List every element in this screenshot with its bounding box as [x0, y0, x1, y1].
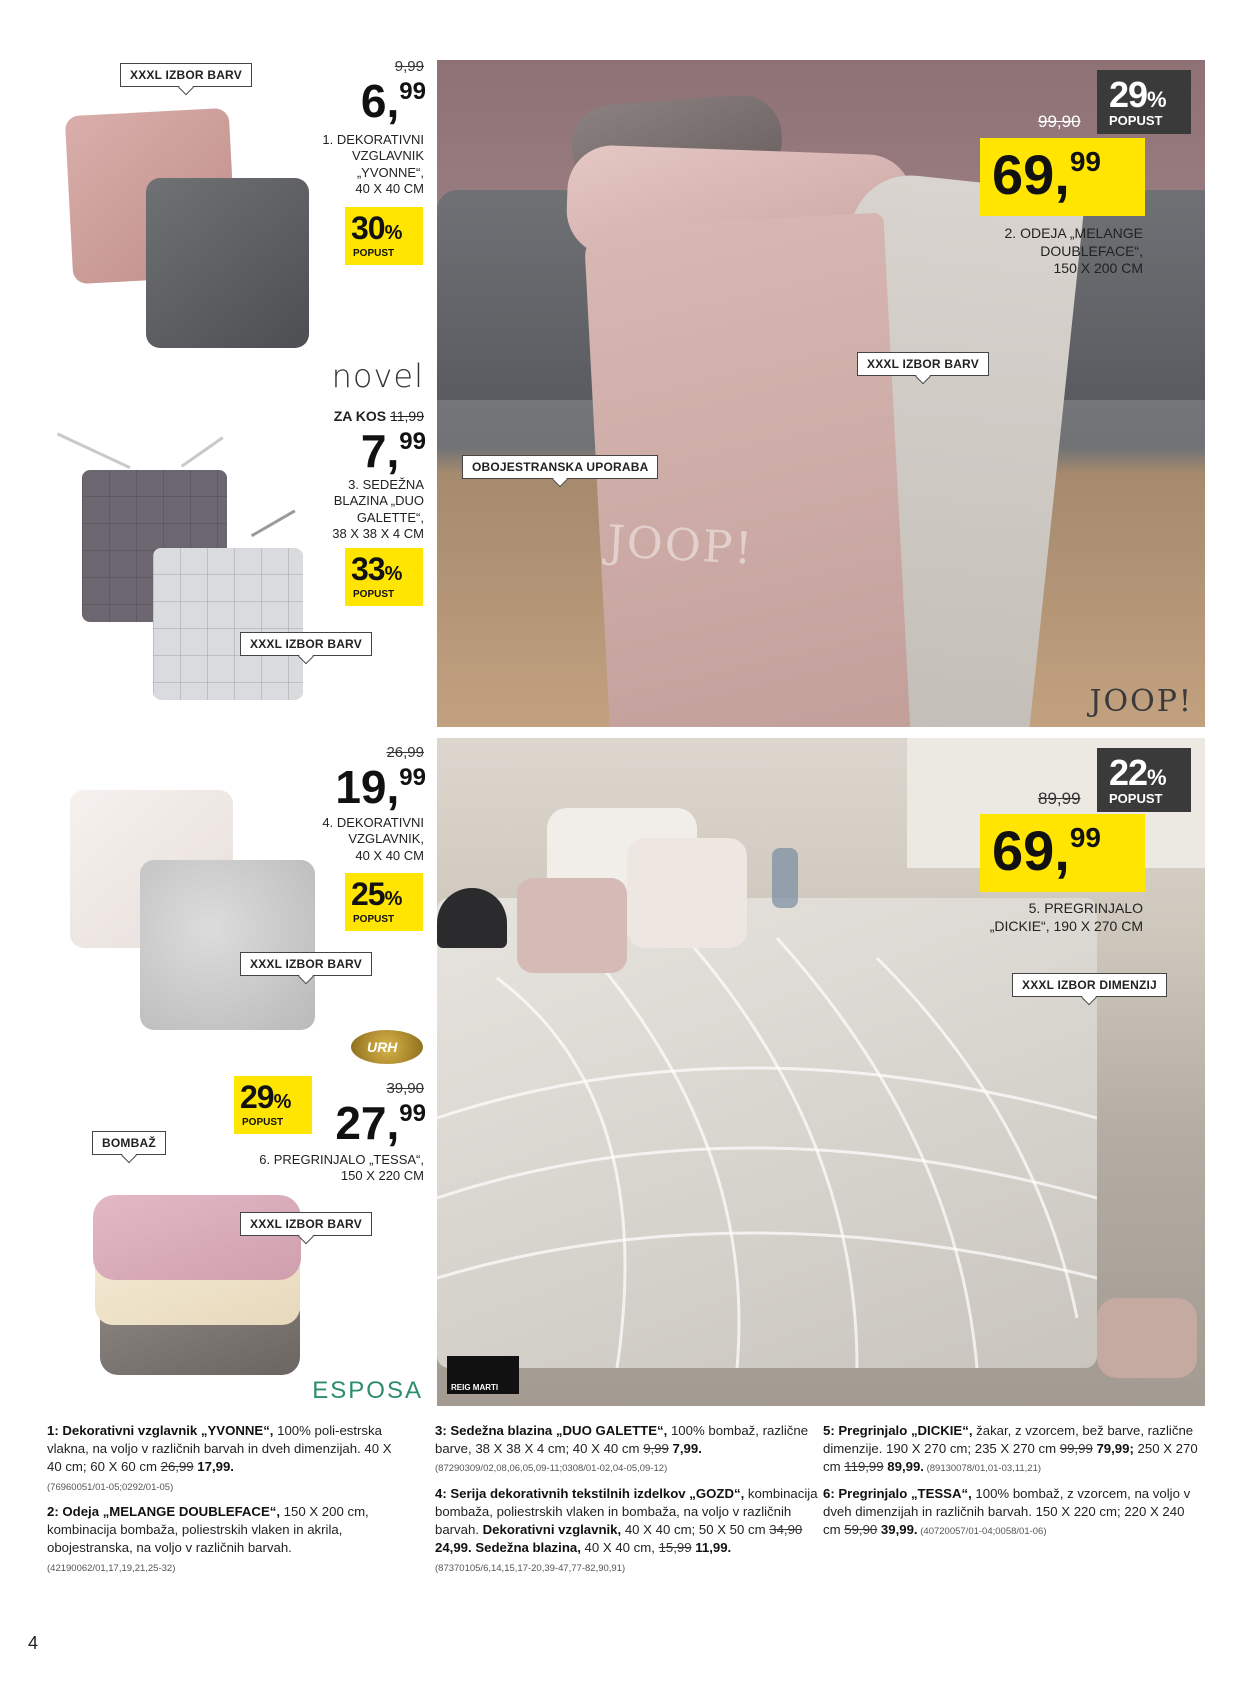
urh-logo-text: URH [367, 1039, 398, 1055]
p4-price: 19,99 [335, 761, 426, 813]
footer-item-2: 2: Odeja „MELANGE DOUBLEFACE“, 150 X 200 cm, kombinacija bombaža, poliestrskih vlaken in akrila, obojestranska, na voljo v različnih barvah. (42190062/01,17,19,21,25-32) [47, 1503, 369, 1574]
joop-logo: JOOP! [1089, 684, 1193, 719]
p1-discount-badge: 30% POPUST [345, 207, 423, 265]
brand-novel: novel [331, 357, 424, 395]
pillow-grey-image [146, 178, 309, 348]
tag-double-sided: OBOJESTRANSKA UPORABA [462, 455, 658, 479]
brand-esposa: ESPOSA [312, 1377, 423, 1404]
joop-watermark: JOOP! [605, 516, 756, 575]
p1-description: 1. DEKORATIVNI VZGLAVNIK „YVONNE“, 40 X 40 CM [322, 132, 424, 196]
p2-discount-badge: 29% POPUST [1097, 70, 1191, 134]
p4-old-price: 26,99 [386, 744, 424, 761]
pillow-image [1097, 1298, 1197, 1378]
p3-description: 3. SEDEŽNA BLAZINA „DUO GALETTE“, 38 X 38 X 4 CM [332, 477, 424, 541]
footer-column-3 [823, 1422, 1205, 1539]
p2-old-price: 99,90 [1038, 112, 1081, 131]
footer-item-5: 5: Pregrinjalo „DICKIE“, žakar, z vzorcem, bež barve, različne dimenzije. 190 X 270 cm; 235 X 270 cm 99,99 79,99; 250 X 270 cm 119,99 89,99. (89130078/01,01-03,11,21) [823, 1423, 1198, 1475]
tag-color-choice-1: XXXL IZBOR BARV [120, 63, 252, 87]
reig-marti-text: REIG MARTI [451, 1383, 499, 1392]
p2-description: 2. ODEJA „MELANGE DOUBLEFACE“, 150 X 200 CM [1004, 225, 1143, 276]
p2-price: 69,99 [980, 138, 1145, 216]
reig-marti-logo [447, 1356, 519, 1394]
p1-old-price: 9,99 [394, 58, 424, 75]
p6-discount-badge: 29% POPUST [234, 1076, 312, 1134]
p6-description: 6. PREGRINJALO „TESSA“, 150 X 220 CM [259, 1152, 424, 1184]
tag-color-choice-2: XXXL IZBOR BARV [240, 632, 372, 656]
p6-price: 27,99 [335, 1097, 426, 1149]
p4-discount-badge: 25% POPUST [345, 873, 423, 931]
page-number: 4 [28, 1633, 39, 1653]
p6-old-price: 39,90 [386, 1080, 424, 1097]
lamp-icon [437, 888, 507, 948]
vase-image [772, 848, 798, 908]
p3-price: 7,99 [360, 425, 426, 477]
footer-column-1 [47, 1422, 402, 1576]
pillow-image [627, 838, 747, 948]
tag-color-choice-4: XXXL IZBOR BARV [240, 952, 372, 976]
p5-price: 69,99 [980, 814, 1145, 892]
pillow-silver-image [140, 860, 315, 1030]
seat-cushion-light-image [153, 548, 303, 700]
footer-item-1: 1: Dekorativni vzglavnik „YVONNE“, 100% poli-estrska vlakna, na voljo v različnih barvah in dveh dimenzijah. 40 X 40 cm; 60 X 60 cm 26,99 17,99. (76960051/01-05;0292/01-05) [47, 1423, 392, 1493]
urh-logo [351, 1030, 423, 1064]
tag-color-choice-3: XXXL IZBOR BARV [857, 352, 989, 376]
tag-cotton: BOMBAŽ [92, 1131, 166, 1155]
footer-column-2 [435, 1422, 820, 1576]
p5-discount-badge: 22% POPUST [1097, 748, 1191, 812]
p5-description: 5. PREGRINJALO „DICKIE“, 190 X 270 CM [989, 900, 1143, 934]
p3-discount-badge: 33% POPUST [345, 548, 423, 606]
footer-item-6: 6: Pregrinjalo „TESSA“, 100% bombaž, z vzorcem, na voljo v dveh dimenzijah in različnih barvah. 150 X 220 cm; 220 X 240 cm 59,90 39,99. (40720057/01-04;0058/01-06) [823, 1485, 1191, 1538]
tag-color-choice-5: XXXL IZBOR BARV [240, 1212, 372, 1236]
pillow-image [517, 878, 627, 973]
tag-size-choice: XXXL IZBOR DIMENZIJ [1012, 973, 1167, 997]
p4-description: 4. DEKORATIVNI VZGLAVNIK, 40 X 40 CM [322, 815, 424, 863]
throw-stack-image [95, 1180, 305, 1385]
p1-price: 6,99 [360, 75, 426, 127]
p5-old-price: 89,99 [1038, 789, 1081, 808]
footer-item-3: 3: Sedežna blazina „DUO GALETTE“, 100% bombaž, različne barve, 38 X 38 X 4 cm; 40 X 40 cm 9,99 7,99. (87290309/02,08,06,05,09-11;0308/01-02,04-05,09-12) [435, 1423, 809, 1475]
p3-prefix-row: ZA KOS 11,99 [333, 408, 424, 424]
footer-item-4: 4: Serija dekorativnih tekstilnih izdelkov „GOZD“, kombinacija bombaža, poliestrskih vlaken in bombaža, na voljo v različnih barvah. Dekorativni vzglavnik, 40 X 40 cm; 50 X 50 cm 34,90 24,99. Sedežna blazina, 40 X 40 cm, 15,99 11,99. (87370105/6,14,15,17-20,39-47,77-82,90,91) [435, 1485, 818, 1574]
